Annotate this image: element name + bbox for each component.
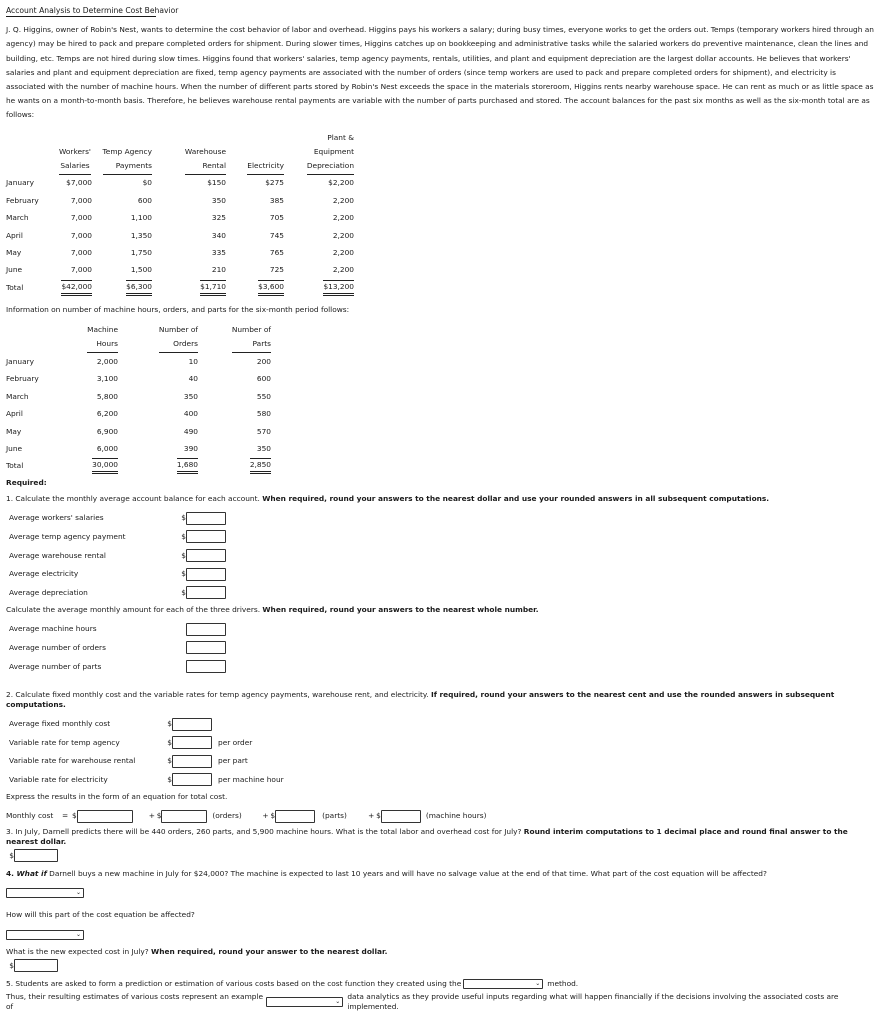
accounts-row xyxy=(6,262,354,279)
cell-value: 350 xyxy=(183,391,198,401)
answer-input[interactable] xyxy=(186,660,226,673)
row-month: February xyxy=(6,195,39,205)
cell-value: 600 xyxy=(256,374,271,384)
cell-value: 2,200 xyxy=(332,265,354,275)
answer-input[interactable] xyxy=(186,568,226,581)
q2-hint: If required, round your answers to the nearest cent and use the rounded answers in subsequent computations. xyxy=(6,689,835,709)
total-value: $42,000 xyxy=(58,279,92,296)
row-month: May xyxy=(6,247,22,257)
answer-label: Average number of parts xyxy=(9,661,102,671)
currency-sign: $ xyxy=(72,811,77,821)
cell-value: 1,350 xyxy=(130,230,152,240)
q1-driver-row xyxy=(6,639,876,658)
answer-label: Variable rate for warehouse rental xyxy=(9,756,136,766)
q4-text: Darnell buys a new machine in July for $24,000? The machine is expected to last 10 years and will have no salvage value at the end of that time. What part of the cost equation will be affected? xyxy=(46,869,767,879)
equation-label: Monthly cost xyxy=(6,811,54,821)
question-4 xyxy=(6,869,876,879)
q2-answer-row xyxy=(6,752,876,771)
row-month: March xyxy=(6,391,29,401)
cell-value: 325 xyxy=(211,213,226,223)
answer-label: Average number of orders xyxy=(9,642,106,652)
drivers-row xyxy=(6,440,271,457)
header-number-orders: Number of Orders xyxy=(118,323,198,353)
accounts-total-row xyxy=(6,279,354,296)
total-value: 2,850 xyxy=(198,458,271,475)
q5-text-b: method. xyxy=(547,979,579,989)
cell-value: 2,000 xyxy=(96,357,118,367)
cell-value: 400 xyxy=(183,409,198,419)
cell-value: $7,000 xyxy=(66,178,92,188)
row-month: May xyxy=(6,426,22,436)
currency-sign: $ xyxy=(167,719,172,729)
q1-answer-row xyxy=(6,528,876,547)
cell-value: 2,200 xyxy=(332,247,354,257)
answer-input[interactable] xyxy=(186,530,226,543)
total-value: $6,300 xyxy=(92,279,152,296)
new-july-cost-input[interactable] xyxy=(14,959,58,972)
currency-sign: $ xyxy=(181,550,186,560)
q1-driver-row xyxy=(6,620,876,639)
chevron-down-icon: ⌄ xyxy=(75,889,81,897)
header-workers-salaries: Workers' Salaries xyxy=(58,131,92,175)
currency-sign: $ xyxy=(181,513,186,523)
july-cost-input[interactable] xyxy=(14,849,58,862)
q1-driver-row xyxy=(6,657,876,676)
row-month: June xyxy=(6,444,23,454)
cell-value: 705 xyxy=(269,213,284,223)
cell-value: 200 xyxy=(256,357,271,367)
cell-value: 350 xyxy=(211,195,226,205)
q4-answer-row xyxy=(6,958,876,973)
answer-input[interactable] xyxy=(186,623,226,636)
currency-sign: $ xyxy=(181,569,186,579)
cell-value: 550 xyxy=(256,391,271,401)
rate-orders-input[interactable] xyxy=(161,810,207,823)
drivers-row xyxy=(6,353,271,370)
answer-label: Variable rate for temp agency xyxy=(9,737,120,747)
chevron-down-icon: ⌄ xyxy=(75,931,81,939)
currency-sign: $ xyxy=(156,811,162,821)
answer-label: Average machine hours xyxy=(9,624,97,634)
q3-answer-row xyxy=(6,848,876,863)
drivers-table xyxy=(6,323,271,475)
problem-intro: J. Q. Higgins, owner of Robin's Nest, wants to determine the cost behavior of labor and overhead. Higgins pays his workers a salary; during busy times, everyone works to get the orders out. Temps (temporary workers hired through an agency) may be hired to pack and prepare completed orders for shipment. During slower times, Higgins catches up on bookkeeping and administrative tasks while the salaried workers do preventive maintenance, clean the lines and building, etc. Temps are not hired during slow times. Higgins found that workers' salaries, temp agency payments, rentals, utilities, and plant and equipment depreciation are the largest dollar accounts. He believes that workers' salaries and plant and equipment depreciation are fixed, temp agency payments are associated with the number of orders (since temp workers are used to pack and prepare completed orders for shipment), and electricity is associated with the number of machine hours. When the number of different parts stored by Robin's Nest exceeds the space in the materials storeroom, Higgins rents nearby warehouse space. He can rent as much or as little space as he wants on a month-to-month basis. Therefore, he believes warehouse rental payments are variable with the number of parts purchased and stored. The account balances for the past six months as well as the six-month total are as follows: xyxy=(6,25,874,120)
analytics-type-dropdown[interactable] xyxy=(266,997,344,1007)
q1-answer-row xyxy=(6,565,876,584)
chevron-down-icon: ⌄ xyxy=(535,980,541,988)
q1-answer-row xyxy=(6,509,876,528)
currency-sign: $ xyxy=(181,531,186,541)
question-5-line-1 xyxy=(6,977,876,991)
equation-plus-2: + xyxy=(262,811,269,821)
header-number-parts: Number of Parts xyxy=(198,323,271,353)
total-value: 1,680 xyxy=(118,458,198,475)
q1-drivers-text: Calculate the average monthly amount for each of the three drivers. xyxy=(6,605,263,615)
accounts-header-row xyxy=(6,131,354,175)
row-month: March xyxy=(6,213,29,223)
answer-input[interactable] xyxy=(186,549,226,562)
cell-value: 2,200 xyxy=(332,213,354,223)
cell-value: 2,200 xyxy=(332,230,354,240)
q3-hint: Round interim computations to 1 decimal place and round final answer to the nearest dollar. xyxy=(6,827,848,847)
answer-label: Average warehouse rental xyxy=(9,550,106,560)
answer-input[interactable] xyxy=(172,736,212,749)
currency-sign: $ xyxy=(9,960,14,970)
accounts-row xyxy=(6,227,354,244)
answer-input[interactable] xyxy=(172,755,212,768)
cell-value: 2,200 xyxy=(332,195,354,205)
currency-sign: $ xyxy=(9,850,14,860)
cell-value: 40 xyxy=(188,374,198,384)
cell-value: 6,900 xyxy=(96,426,118,436)
q2-text: 2. Calculate fixed monthly cost and the variable rates for temp agency payments, warehouse rent, and electricity. xyxy=(6,689,431,699)
accounts-row xyxy=(6,175,354,192)
cell-value: 1,750 xyxy=(130,247,152,257)
q5-text-a: 5. Students are asked to form a prediction or estimation of various costs based on the cost function they created using the xyxy=(6,979,462,989)
header-warehouse-rental: Warehouse Rental xyxy=(152,131,226,175)
cell-value: 745 xyxy=(269,230,284,240)
cell-value: 7,000 xyxy=(70,247,92,257)
page-title: Account Analysis to Determine Cost Behavior xyxy=(6,6,179,15)
total-label: Total xyxy=(6,282,24,292)
q3-text: 3. In July, Darnell predicts there will be 440 orders, 260 parts, and 5,900 machine hours. What is the total labor and overhead cost for July? xyxy=(6,827,524,837)
cell-value: 340 xyxy=(211,230,226,240)
answer-label: Average electricity xyxy=(9,569,79,579)
row-month: January xyxy=(6,357,35,367)
drivers-row xyxy=(6,423,271,440)
cell-value: 765 xyxy=(269,247,284,257)
q4-what-if: What if xyxy=(16,869,47,879)
q4-number: 4. xyxy=(6,869,17,879)
q4-new-cost xyxy=(6,947,876,957)
rate-machine-hours-input[interactable] xyxy=(381,810,421,823)
cell-value: 600 xyxy=(137,195,152,205)
answer-label: Average fixed monthly cost xyxy=(9,719,111,729)
q2-answer-row xyxy=(6,771,876,790)
cell-value: 3,100 xyxy=(96,374,118,384)
drivers-row xyxy=(6,388,271,405)
currency-sign: $ xyxy=(376,811,381,821)
cell-value: $275 xyxy=(265,178,284,188)
effect-dropdown[interactable] xyxy=(6,930,84,940)
q4-new-cost-text: What is the new expected cost in July? xyxy=(6,947,152,957)
question-2 xyxy=(6,690,876,710)
header-temp-agency: Temp Agency Payments xyxy=(92,131,152,175)
unit-label: per part xyxy=(218,756,248,766)
q5-text-d: data analytics as they provide useful inputs regarding what will happen financially if the decisions involving the associated costs are implemented. xyxy=(347,992,839,1012)
header-depreciation: Plant & Equipment Depreciation xyxy=(284,131,354,175)
row-month: April xyxy=(6,409,23,419)
unit-label: per machine hour xyxy=(218,774,284,784)
answer-label: Average workers' salaries xyxy=(9,513,104,523)
cell-value: 6,000 xyxy=(96,444,118,454)
equation-plus-3: + xyxy=(368,811,375,821)
question-3 xyxy=(6,827,876,847)
cell-value: $150 xyxy=(207,178,226,188)
q1-drivers-hint: When required, round your answers to the nearest whole number. xyxy=(262,605,539,615)
equation-plus-1: + xyxy=(148,811,155,821)
chevron-down-icon: ⌄ xyxy=(335,998,341,1006)
q4-how-text: How will this part of the cost equation be affected? xyxy=(6,910,195,920)
answer-input[interactable] xyxy=(186,641,226,654)
cell-value: 725 xyxy=(269,265,284,275)
currency-sign: $ xyxy=(167,737,172,747)
cell-value: 580 xyxy=(256,409,271,419)
total-label: Total xyxy=(6,461,24,471)
q1-answer-row xyxy=(6,583,876,602)
currency-sign: $ xyxy=(270,811,276,821)
answer-label: Average depreciation xyxy=(9,587,88,597)
cell-value: 335 xyxy=(211,247,226,257)
drivers-row xyxy=(6,406,271,423)
drivers-row xyxy=(6,371,271,388)
cell-value: 7,000 xyxy=(70,265,92,275)
equation-equals: = xyxy=(62,811,69,821)
fixed-cost-input[interactable] xyxy=(77,810,133,823)
q2-answer-rows xyxy=(6,715,876,789)
answer-input[interactable] xyxy=(186,586,226,599)
cell-value: 7,000 xyxy=(70,230,92,240)
total-value: $1,710 xyxy=(152,279,226,296)
cell-value: 385 xyxy=(269,195,284,205)
q5-text-c: Thus, their resulting estimates of various costs represent an example of xyxy=(6,992,264,1012)
answer-input[interactable] xyxy=(172,773,212,786)
unit-label: per order xyxy=(218,737,253,747)
answer-input[interactable] xyxy=(172,718,212,731)
currency-sign: $ xyxy=(167,774,172,784)
q2-answer-row xyxy=(6,715,876,734)
cell-value: 7,000 xyxy=(70,195,92,205)
cell-value: 7,000 xyxy=(70,213,92,223)
row-month: June xyxy=(6,265,23,275)
cost-equation xyxy=(6,807,876,825)
q1-answer-row xyxy=(6,546,876,565)
method-dropdown[interactable] xyxy=(463,979,543,989)
accounts-table xyxy=(6,131,354,297)
accounts-row xyxy=(6,192,354,209)
cell-value: 390 xyxy=(183,444,198,454)
drivers-total-row xyxy=(6,458,271,475)
q1-answer-rows xyxy=(6,509,876,602)
equation-intro: Express the results in the form of an equation for total cost. xyxy=(6,792,228,802)
cell-value: 1,100 xyxy=(130,213,152,223)
q4-new-cost-hint: When required, round your answer to the nearest dollar. xyxy=(151,947,388,957)
question-1 xyxy=(6,494,876,504)
q1-text: 1. Calculate the monthly average account balance for each account. xyxy=(6,494,263,504)
accounts-row xyxy=(6,244,354,261)
title-underline xyxy=(6,16,156,17)
row-month: February xyxy=(6,374,39,384)
cell-value: $0 xyxy=(142,178,152,188)
total-value: $3,600 xyxy=(226,279,284,296)
total-value: 30,000 xyxy=(58,458,118,475)
answer-label: Variable rate for electricity xyxy=(9,774,108,784)
equation-parts: (parts) xyxy=(322,811,347,821)
drivers-intro: Information on number of machine hours, orders, and parts for the six-month period follows: xyxy=(6,305,350,315)
answer-input[interactable] xyxy=(186,512,226,525)
equation-orders: (orders) xyxy=(212,811,242,821)
question-1-drivers xyxy=(6,605,876,615)
currency-sign: $ xyxy=(181,587,186,597)
q1-hint: When required, round your answers to the nearest dollar and use your rounded answers in all subsequent computations. xyxy=(262,494,770,504)
cell-value: 1,500 xyxy=(130,265,152,275)
rate-parts-input[interactable] xyxy=(275,810,315,823)
affected-part-dropdown[interactable] xyxy=(6,888,84,898)
total-value: $13,200 xyxy=(284,279,354,296)
drivers-header-row xyxy=(6,323,271,353)
required-heading: Required: xyxy=(6,478,47,488)
q2-answer-row xyxy=(6,733,876,752)
equation-machine-hours: (machine hours) xyxy=(425,811,487,821)
accounts-row xyxy=(6,209,354,226)
cell-value: 10 xyxy=(188,357,198,367)
q1-driver-rows xyxy=(6,620,876,676)
cell-value: 490 xyxy=(183,426,198,436)
cell-value: 5,800 xyxy=(96,391,118,401)
row-month: April xyxy=(6,230,23,240)
header-machine-hours: Machine Hours xyxy=(58,323,118,353)
cell-value: 350 xyxy=(256,444,271,454)
cell-value: 570 xyxy=(256,426,271,436)
cell-value: 6,200 xyxy=(96,409,118,419)
currency-sign: $ xyxy=(167,756,172,766)
row-month: January xyxy=(6,178,35,188)
header-electricity: Electricity xyxy=(226,131,284,175)
cell-value: 210 xyxy=(211,265,226,275)
cell-value: $2,200 xyxy=(328,178,354,188)
answer-label: Average temp agency payment xyxy=(9,531,126,541)
